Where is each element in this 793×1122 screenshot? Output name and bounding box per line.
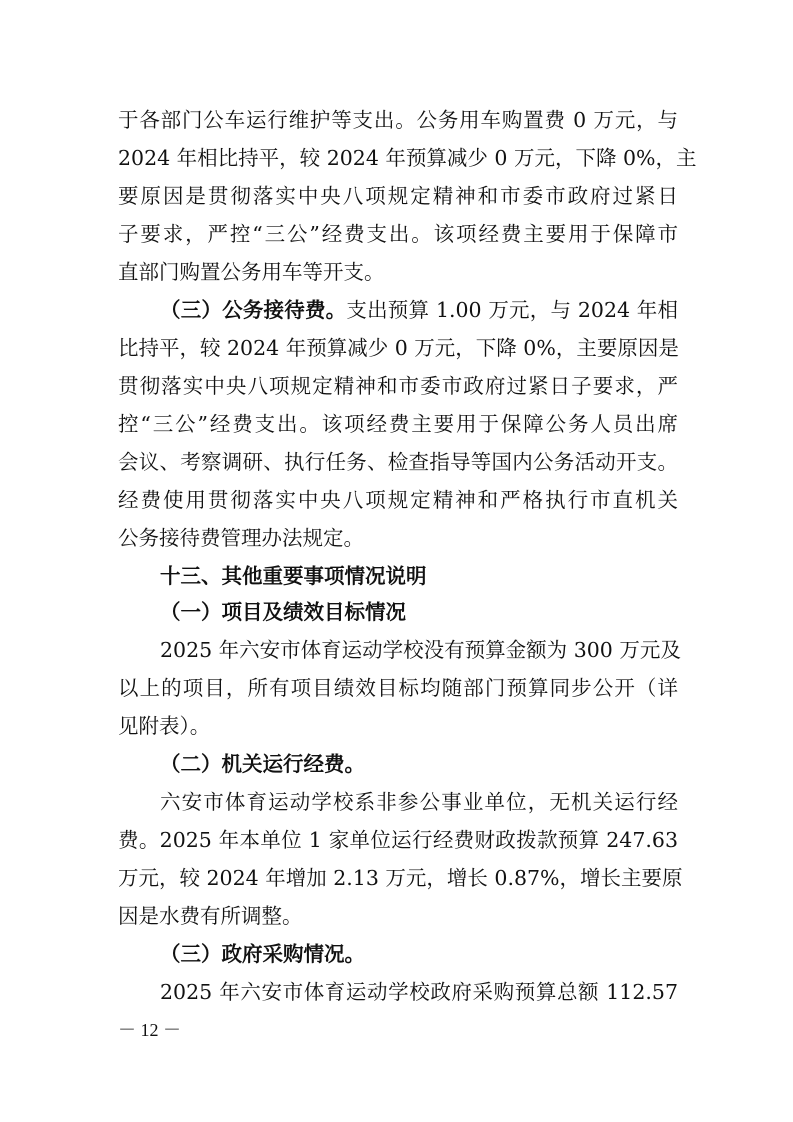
- text-line: 子要求，严控“三公”经费支出。该项经费主要用于保障市: [118, 222, 678, 246]
- text-line: 2025 年六安市体育运动学校没有预算金额为 300 万元及: [160, 638, 681, 662]
- text-line: 于各部门公车运行维护等支出。公务用车购置费 0 万元，与: [118, 108, 678, 132]
- subheading-procurement: （三）政府采购情况。: [160, 942, 365, 966]
- section-heading-13: 十三、其他重要事项情况说明: [160, 564, 427, 588]
- text-line: 以上的项目，所有项目绩效目标均随部门预算同步公开（详: [118, 676, 678, 700]
- text-line: 经费使用贯彻落实中央八项规定精神和严格执行市直机关: [118, 488, 678, 512]
- text-line: 要原因是贯彻落实中央八项规定精神和市委市政府过紧日: [118, 184, 678, 208]
- text-line: 2024 年相比持平，较 2024 年预算减少 0 万元，下降 0%，主: [118, 146, 697, 170]
- section-heading-reception: （三）公务接待费。: [160, 298, 347, 322]
- text-line: 万元，较 2024 年增加 2.13 万元，增长 0.87%，增长主要原: [118, 866, 683, 890]
- subheading-operating-costs: （二）机关运行经费。: [160, 752, 365, 776]
- text-line: 公务接待费管理办法规定。: [118, 526, 364, 550]
- text-line: 因是水费有所调整。: [118, 904, 303, 928]
- text-line: 直部门购置公务用车等开支。: [118, 260, 385, 284]
- text-segment: 支出预算 1.00 万元，与 2024 年相: [346, 298, 678, 322]
- text-line: 会议、考察调研、执行任务、检查指导等国内公务活动开支。: [118, 450, 678, 474]
- text-line: 见附表）。: [118, 714, 211, 738]
- subheading-projects: （一）项目及绩效目标情况: [160, 600, 406, 624]
- text-line: 六安市体育运动学校系非参公事业单位，无机关运行经: [160, 790, 678, 814]
- paragraph-line-with-heading: [160, 296, 678, 324]
- text-line: 贯彻落实中央八项规定精神和市委市政府过紧日子要求，严: [118, 374, 678, 398]
- text-line: 2025 年六安市体育运动学校政府采购预算总额 112.57: [160, 980, 678, 1004]
- text-line: 控“三公”经费支出。该项经费主要用于保障公务人员出席: [118, 412, 678, 436]
- text-line: 比持平，较 2024 年预算减少 0 万元，下降 0%，主要原因是: [118, 336, 679, 360]
- text-line: 费。2025 年本单位 1 家单位运行经费财政拨款预算 247.63: [118, 828, 678, 852]
- page-number: － 12 －: [118, 1020, 181, 1040]
